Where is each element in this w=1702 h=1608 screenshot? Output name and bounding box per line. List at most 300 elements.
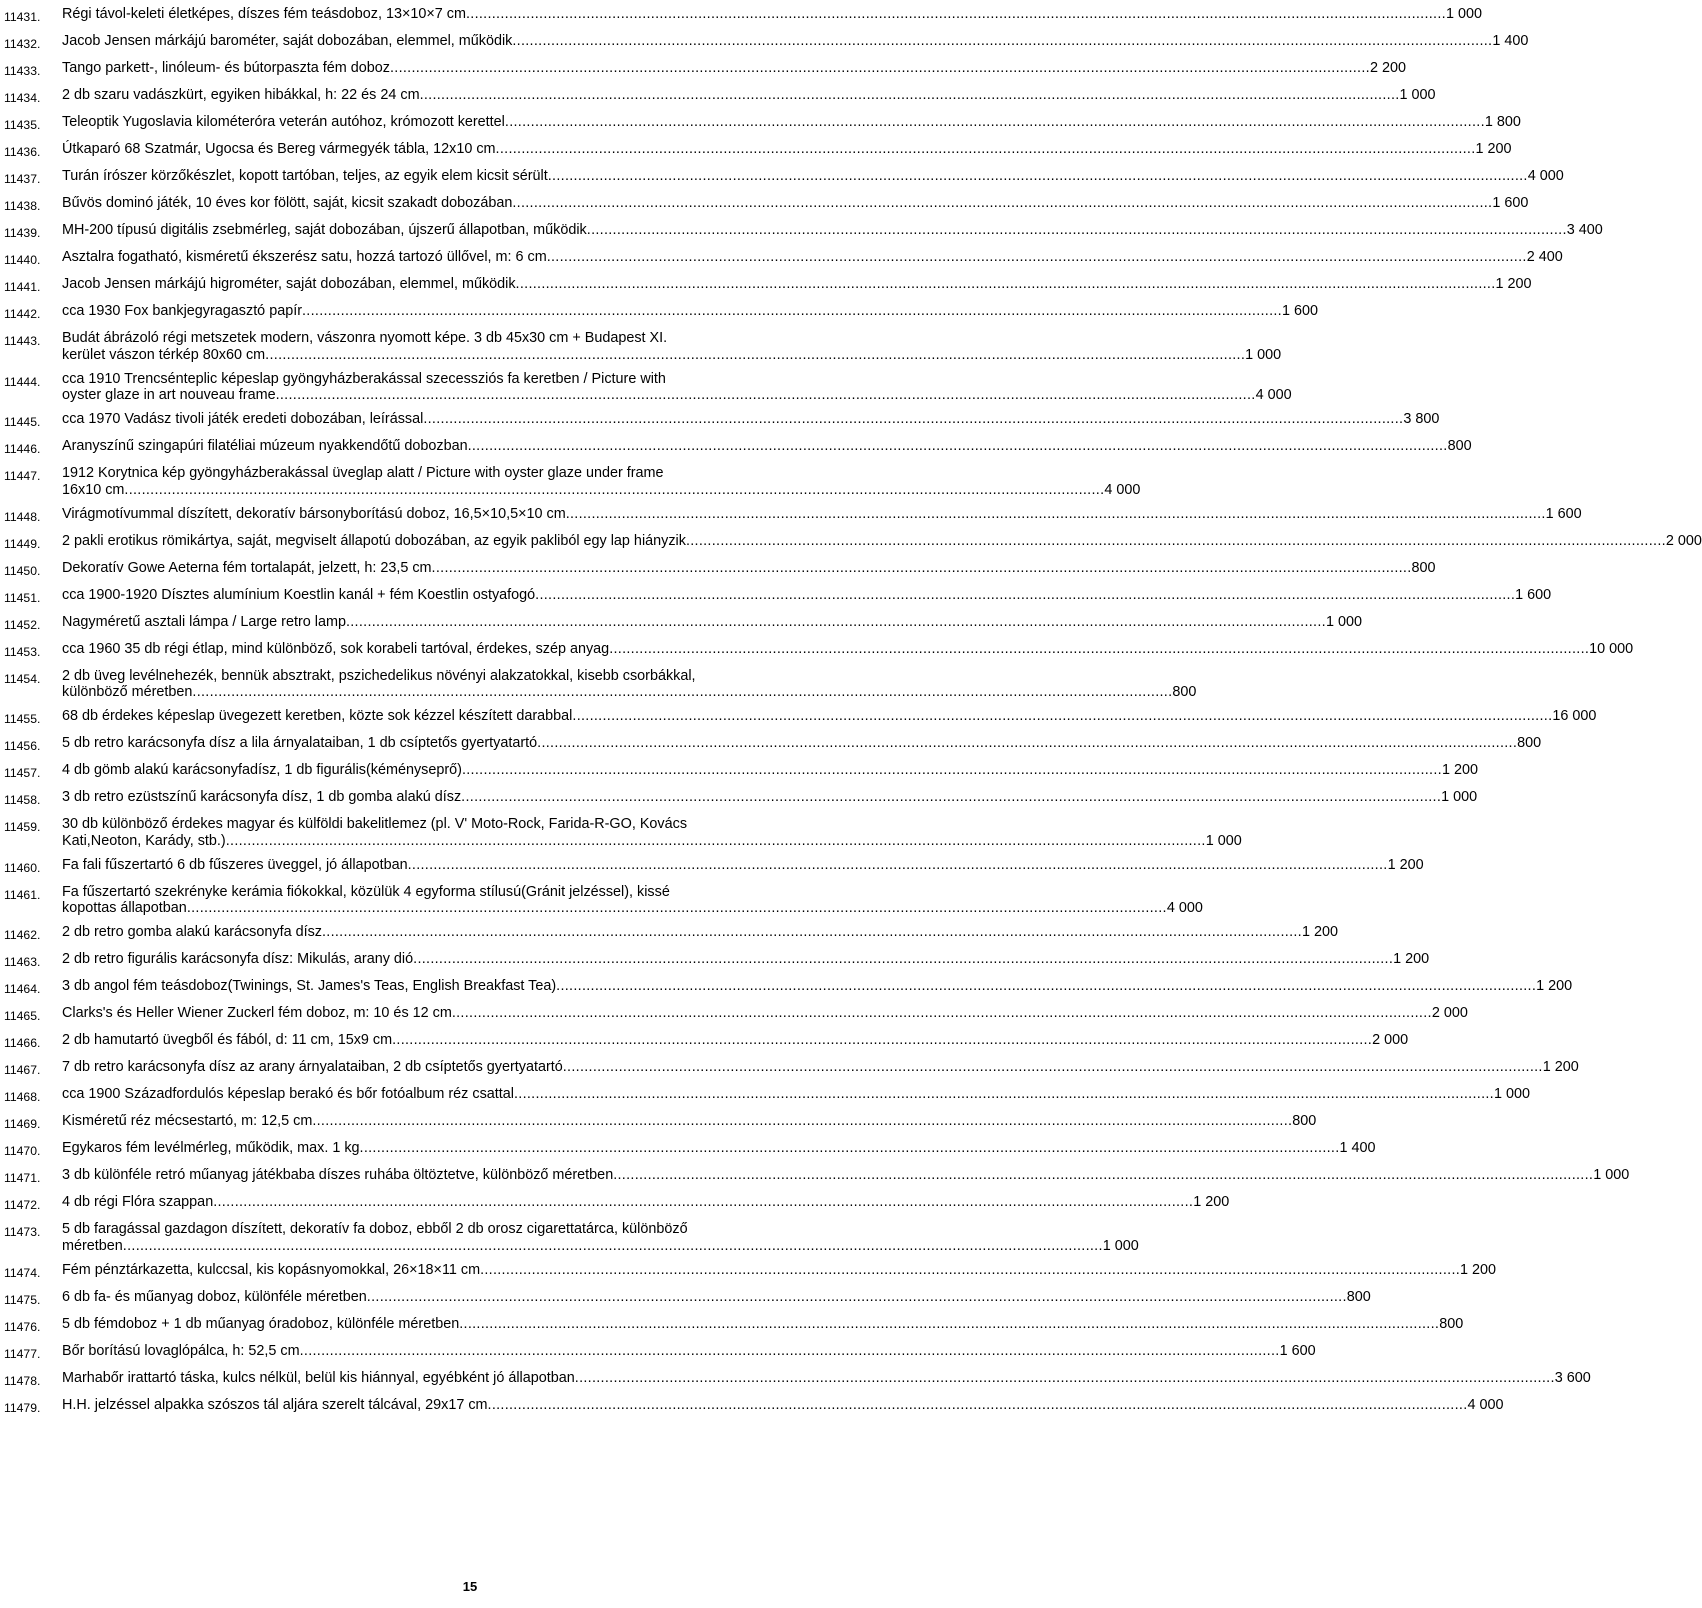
lot-description-line: Jacob Jensen márkájú higrométer, saját dobozában, elemmel, működik — [62, 276, 516, 292]
lot-item — [0, 951, 1430, 971]
lot-price: 1 600 — [1279, 1342, 1316, 1359]
lot-number: 11437. — [4, 172, 41, 186]
dot-leader — [360, 1140, 1340, 1157]
lot-description — [62, 222, 1603, 239]
lot-description-line: Turán írószer körzőkészlet, kopott tartóban, teljes, az egyik elem kicsit sérült — [62, 168, 548, 184]
lot-price: 1 000 — [1399, 87, 1436, 103]
lot-description-line: Fém pénztárkazetta, kulccsal, kis kopásnyomokkal, 26×18×11 cm — [62, 1261, 481, 1278]
lot-price: 3 400 — [1566, 222, 1603, 238]
lot-description — [62, 1342, 1316, 1360]
lot-description-line: Marhabőr irattartó táska, kulcs nélkül, belül kis hiánnyal, egyébként jó állapotban — [62, 1369, 575, 1386]
lot-description — [62, 168, 1564, 185]
lot-item — [0, 667, 1197, 701]
lot-description-line: 3 db retro ezüstszínű karácsonyfa dísz, 1 db gomba alakú dísz — [62, 789, 462, 805]
lot-description — [62, 370, 1292, 404]
lot-price: 1 000 — [1441, 789, 1478, 805]
lot-item — [0, 114, 1521, 134]
lot-description-line: 68 db érdekes képeslap üvegezett keretben, közte sok kézzel készített darabbal — [62, 708, 573, 724]
lot-description-line: 16x10 cm — [62, 481, 125, 498]
lot-number: 11436. — [4, 145, 41, 159]
lot-description — [62, 303, 1318, 320]
dot-leader — [408, 857, 1388, 874]
lot-number: 11479. — [4, 1400, 41, 1415]
lot-item — [0, 1086, 1530, 1106]
dot-leader — [466, 6, 1446, 23]
lot-price: 1 000 — [1325, 613, 1362, 630]
lot-description — [62, 1113, 1317, 1130]
lot-price: 2 200 — [1369, 60, 1406, 76]
dot-leader — [392, 1032, 1372, 1049]
lot-price: 1 200 — [1475, 141, 1512, 157]
lot-description — [62, 978, 1573, 995]
lot-description-line: cca 1930 Fox bankjegyragasztó papír — [62, 303, 302, 319]
lot-description — [62, 532, 1702, 550]
lot-price: 800 — [1346, 1288, 1371, 1305]
lot-description — [62, 816, 1242, 849]
lot-item — [0, 465, 1141, 498]
lot-number: 11472. — [4, 1198, 41, 1212]
lot-number: 11458. — [4, 793, 41, 807]
lot-number: 11476. — [4, 1319, 41, 1334]
lot-description-line: Teleoptik Yugoslavia kilométeróra veterán autóhoz, krómozott kerettel — [62, 114, 505, 130]
dot-leader — [563, 1059, 1543, 1076]
lot-description-line: Régi távol-keleti életképes, díszes fém teásdoboz, 13×10×7 cm — [62, 6, 466, 22]
lot-number: 11435. — [4, 118, 41, 132]
lot-item — [0, 168, 1564, 188]
lot-description-line: cca 1900-1920 Dísztes alumínium Koestlin kanál + fém Koestlin ostyafogó — [62, 586, 536, 603]
lot-price: 4 000 — [1166, 900, 1203, 916]
lot-price: 1 600 — [1515, 586, 1552, 603]
dot-leader — [312, 1113, 1292, 1130]
dot-leader — [535, 587, 1515, 604]
dot-leader — [566, 506, 1546, 523]
lot-item — [0, 222, 1603, 242]
lot-description — [62, 1315, 1464, 1333]
lot-item — [0, 1140, 1376, 1160]
lot-item — [0, 1288, 1371, 1309]
lot-description-line: 6 db fa- és műanyag doboz, különféle méretben — [62, 1288, 367, 1305]
dot-leader — [390, 60, 1370, 77]
lot-number: 11459. — [4, 820, 41, 834]
dot-leader — [686, 533, 1666, 550]
lot-number: 11473. — [4, 1225, 41, 1239]
lot-description-line: Fa fali fűszertartó 6 db fűszeres üveggel, jó állapotban — [62, 856, 408, 873]
dot-leader — [548, 168, 1528, 185]
lot-description-line: méretben — [62, 1237, 123, 1254]
lot-description-line: 2 db üveg levélnehezék, bennük absztrakt, pszichedelikus növényi alakzatokkal, kisebb csorbákkal, — [62, 667, 696, 684]
lot-item — [0, 1167, 1630, 1187]
lot-description — [62, 708, 1597, 725]
lot-description — [62, 1140, 1376, 1157]
lot-item — [0, 559, 1436, 580]
lot-description-line: Aranyszínű szingapúri filatéliai múzeum nyakkendőtű dobozban — [62, 438, 468, 454]
lot-description — [62, 951, 1430, 968]
lot-price: 1 400 — [1492, 33, 1529, 49]
lot-number: 11446. — [4, 442, 41, 456]
lot-item — [0, 60, 1406, 80]
lot-description-line: 4 db gömb alakú karácsonyfadísz, 1 db figurális(kéményseprő) — [62, 762, 462, 778]
lot-number: 11468. — [4, 1090, 41, 1104]
lot-description — [62, 114, 1521, 131]
lot-number: 11456. — [4, 739, 41, 753]
page-number: 15 — [462, 1579, 478, 1594]
dot-leader — [488, 1397, 1468, 1414]
lot-price: 2 000 — [1665, 532, 1702, 549]
lot-number: 11457. — [4, 766, 41, 780]
lot-item — [0, 370, 1292, 404]
lot-number: 11470. — [4, 1144, 41, 1158]
lot-price: 1 000 — [1493, 1086, 1530, 1102]
lot-price: 800 — [1439, 1315, 1464, 1332]
lot-description-line: 3 db angol fém teásdoboz(Twinings, St. James's Teas, English Breakfast Tea) — [62, 978, 557, 994]
dot-leader — [572, 708, 1552, 725]
lot-item — [0, 613, 1362, 634]
lot-description-line: 5 db fémdoboz + 1 db műanyag óradoboz, különféle méretben — [62, 1315, 460, 1332]
dot-leader — [265, 347, 1245, 364]
dot-leader — [556, 978, 1536, 995]
lot-price: 1 200 — [1393, 951, 1430, 967]
lot-number: 11439. — [4, 226, 41, 240]
lot-price: 1 000 — [1245, 346, 1282, 363]
lot-price: 4 000 — [1104, 481, 1141, 498]
dot-leader — [300, 1343, 1280, 1360]
lot-price: 2 000 — [1431, 1005, 1468, 1021]
dot-leader — [537, 735, 1517, 752]
lot-price: 1 600 — [1545, 505, 1582, 522]
lot-description — [62, 195, 1529, 212]
lot-item — [0, 1261, 1497, 1282]
lot-item — [0, 1342, 1316, 1363]
lot-description — [62, 6, 1482, 23]
lot-price: 800 — [1517, 735, 1542, 751]
lot-number: 11475. — [4, 1292, 41, 1307]
lot-description — [62, 87, 1436, 104]
lot-price: 10 000 — [1589, 640, 1634, 657]
lot-number: 11477. — [4, 1346, 41, 1361]
lot-number: 11444. — [4, 374, 41, 389]
lot-item — [0, 195, 1529, 215]
dot-leader — [468, 438, 1448, 455]
lot-number: 11438. — [4, 199, 41, 213]
lot-price: 16 000 — [1552, 708, 1597, 724]
lot-item — [0, 303, 1318, 323]
lot-number: 11433. — [4, 64, 41, 78]
lot-item — [0, 438, 1472, 458]
dot-leader — [609, 641, 1589, 658]
lot-price: 1 000 — [1593, 1167, 1630, 1183]
lot-number: 11434. — [4, 91, 41, 105]
lot-price: 800 — [1292, 1113, 1317, 1129]
lot-description-line: 1912 Korytnica kép gyöngyházberakással üveglap alatt / Picture with oyster glaze under frame — [62, 465, 664, 481]
dot-leader — [496, 141, 1476, 158]
lot-item — [0, 6, 1482, 26]
dot-leader — [480, 1262, 1460, 1279]
lot-description — [62, 640, 1634, 658]
lot-number: 11464. — [4, 982, 41, 996]
lot-description-line: H.H. jelzéssel alpakka szószos tál aljára szerelt tálcával, 29x17 cm — [62, 1396, 488, 1413]
lot-price: 1 600 — [1281, 303, 1318, 319]
lot-description-line: Bűvös dominó játék, 10 éves kor fölött, saját, kicsit szakadt dobozában — [62, 195, 513, 211]
lot-item — [0, 249, 1563, 269]
dot-leader — [226, 833, 1206, 850]
lot-description — [62, 1221, 1139, 1254]
lot-description — [62, 276, 1532, 293]
lot-description — [62, 438, 1472, 455]
dot-leader — [276, 387, 1256, 404]
lot-item — [0, 1396, 1504, 1417]
lot-number: 11448. — [4, 509, 41, 524]
lot-description-line: Nagyméretű asztali lámpa / Large retro lamp — [62, 613, 346, 630]
lot-price: 800 — [1447, 438, 1472, 454]
lot-description — [62, 1032, 1409, 1049]
dot-leader — [367, 1289, 1347, 1306]
dot-leader — [302, 303, 1282, 320]
lot-number: 11455. — [4, 712, 41, 726]
dot-leader — [423, 411, 1403, 428]
lot-description-line: Jacob Jensen márkájú barométer, saját dobozában, elemmel, működik — [62, 33, 513, 49]
lot-item — [0, 1315, 1464, 1336]
lot-description — [62, 735, 1542, 752]
dot-leader — [123, 1238, 1103, 1255]
lot-description — [62, 1086, 1530, 1103]
lot-description-line: Virágmotívummal díszített, dekoratív bársonyborítású doboz, 16,5×10,5×10 cm — [62, 505, 566, 522]
lot-description-line: oyster glaze in art nouveau frame — [62, 387, 276, 403]
lot-item — [0, 586, 1552, 607]
lot-description-line: Útkaparó 68 Szatmár, Ugocsa és Bereg vármegyék tábla, 12x10 cm — [62, 141, 496, 157]
lot-item — [0, 789, 1478, 809]
lot-price: 1 800 — [1484, 114, 1521, 130]
lot-item — [0, 1194, 1230, 1214]
dot-leader — [432, 560, 1412, 577]
lot-price: 1 600 — [1492, 195, 1529, 211]
lot-number: 11445. — [4, 415, 41, 429]
dot-leader — [587, 222, 1567, 239]
lot-item — [0, 978, 1573, 998]
lot-number: 11462. — [4, 928, 41, 942]
lot-item — [0, 1059, 1579, 1079]
lot-number: 11471. — [4, 1171, 41, 1185]
lot-item — [0, 276, 1532, 296]
dot-leader — [512, 33, 1492, 50]
lot-description-line: cca 1960 35 db régi étlap, mind különböző, sok korabeli tartóval, érdekes, szép anyag — [62, 640, 610, 657]
dot-leader — [346, 614, 1326, 631]
lot-description-line: 5 db faragással gazdagon díszített, dekoratív fa doboz, ebből 2 db orosz cigarettatárca, különböző — [62, 1221, 688, 1237]
lot-price: 4 000 — [1467, 1396, 1504, 1413]
dot-leader — [213, 1194, 1193, 1211]
lot-description — [62, 762, 1478, 779]
lot-description-line: cca 1970 Vadász tivoli játék eredeti dobozában, leírással — [62, 411, 424, 427]
lot-description — [62, 1369, 1591, 1387]
lot-description-line: 2 pakli erotikus römikártya, saját, megviselt állapotú dobozában, az egyik pakliból egy lap hiányzik — [62, 532, 686, 549]
lot-description-line: cca 1900 Századfordulós képeslap berakó és bőr fotóalbum réz csattal — [62, 1086, 514, 1102]
lot-item — [0, 883, 1203, 917]
lot-price: 1 200 — [1542, 1059, 1579, 1075]
dot-leader — [575, 1370, 1555, 1387]
lot-price: 800 — [1411, 559, 1436, 576]
lot-item — [0, 1005, 1468, 1025]
lot-description-line: 2 db szaru vadászkürt, egyiken hibákkal, h: 22 és 24 cm — [62, 87, 420, 103]
lot-description-line: Clarks's és Heller Wiener Zuckerl fém doboz, m: 10 és 12 cm — [62, 1005, 452, 1021]
lot-description — [62, 789, 1478, 806]
lot-number: 11451. — [4, 590, 41, 605]
lot-description-line: 7 db retro karácsonyfa dísz az arany árnyalataiban, 2 db csíptetős gyertyatartó — [62, 1059, 563, 1075]
lot-description-line: Kisméretű réz mécsestartó, m: 12,5 cm — [62, 1113, 313, 1129]
lot-description — [62, 1005, 1468, 1022]
lot-price: 1 200 — [1441, 762, 1478, 778]
dot-leader — [547, 249, 1527, 266]
lot-item — [0, 1221, 1139, 1254]
lot-description-line: 5 db retro karácsonyfa dísz a lila árnyalataiban, 1 db csíptetős gyertyatartó — [62, 735, 538, 751]
lot-price: 1 000 — [1205, 832, 1242, 849]
lot-price: 1 000 — [1445, 6, 1482, 22]
dot-leader — [413, 951, 1393, 968]
lot-description-line: kopottas állapotban — [62, 900, 187, 916]
lot-description — [62, 33, 1529, 50]
lot-description — [62, 559, 1436, 577]
lot-number: 11466. — [4, 1036, 41, 1050]
lot-number: 11463. — [4, 955, 41, 969]
lot-description — [62, 1288, 1371, 1306]
lot-description — [62, 613, 1362, 631]
lot-description — [62, 667, 1197, 701]
lot-price: 4 000 — [1527, 168, 1564, 184]
lot-description — [62, 141, 1512, 158]
lot-item — [0, 708, 1597, 728]
lot-item — [0, 640, 1634, 661]
dot-leader — [512, 195, 1492, 212]
lot-number: 11454. — [4, 671, 41, 686]
lot-description — [62, 1167, 1630, 1184]
dot-leader — [192, 684, 1172, 701]
lot-description-line: 2 db hamutartó üvegből és fából, d: 11 cm, 15x9 cm — [62, 1032, 393, 1048]
lot-number: 11478. — [4, 1373, 41, 1388]
lot-description-line: 2 db retro gomba alakú karácsonyfa dísz — [62, 924, 322, 940]
lot-item — [0, 1032, 1409, 1052]
lot-item — [0, 141, 1512, 161]
lot-item — [0, 856, 1424, 877]
lot-description — [62, 330, 1282, 363]
lot-description-line: Dekoratív Gowe Aeterna fém tortalapát, jelzett, h: 23,5 cm — [62, 559, 432, 576]
dot-leader — [613, 1167, 1593, 1184]
lot-description-line: Budát ábrázoló régi metszetek modern, vászonra nyomott képe. 3 db 45x30 cm + Budapest XI. — [62, 330, 668, 346]
lot-price: 1 200 — [1301, 924, 1338, 940]
lot-description — [62, 249, 1563, 266]
lot-description-line: cca 1910 Trencsénteplic képeslap gyöngyházberakással szecessziós fa keretben / Picture with — [62, 370, 666, 387]
lot-description — [62, 1059, 1579, 1076]
lot-description-line: Kati,Neoton, Karády, stb.) — [62, 832, 226, 849]
lot-item — [0, 1369, 1591, 1390]
lot-item — [0, 762, 1478, 782]
lot-number: 11442. — [4, 307, 41, 321]
lot-number: 11453. — [4, 644, 41, 659]
lot-number: 11447. — [4, 469, 41, 483]
lot-item — [0, 33, 1529, 53]
lot-description-line: kerület vászon térkép 80x60 cm — [62, 346, 266, 363]
lot-item — [0, 735, 1542, 755]
dot-leader — [420, 87, 1400, 104]
lot-price: 2 000 — [1372, 1032, 1409, 1048]
dot-leader — [124, 482, 1104, 499]
lot-item — [0, 532, 1702, 553]
dot-leader — [505, 114, 1485, 131]
dot-leader — [322, 924, 1302, 941]
lot-description-line: Bőr borítású lovaglópálca, h: 52,5 cm — [62, 1342, 300, 1359]
lot-description — [62, 465, 1141, 498]
lot-description — [62, 1396, 1504, 1414]
lot-description-line: Asztalra fogatható, kisméretű ékszerész satu, hozzá tartozó üllővel, m: 6 cm — [62, 249, 547, 265]
lot-price: 1 200 — [1387, 856, 1424, 873]
lot-number: 11474. — [4, 1265, 41, 1280]
lot-number: 11469. — [4, 1117, 41, 1131]
lot-price: 1 200 — [1536, 978, 1573, 994]
lot-number: 11440. — [4, 253, 41, 267]
lot-description — [62, 586, 1552, 604]
lot-list — [0, 6, 1702, 1424]
lot-item — [0, 505, 1582, 526]
lot-item — [0, 924, 1338, 944]
lot-price: 1 200 — [1460, 1261, 1497, 1278]
lot-description — [62, 60, 1406, 77]
dot-leader — [187, 900, 1167, 917]
lot-price: 3 600 — [1554, 1369, 1591, 1386]
dot-leader — [462, 762, 1442, 779]
lot-description-line: 3 db különféle retró műanyag játékbaba díszes ruhába öltöztetve, különböző méretben — [62, 1167, 614, 1183]
lot-number: 11461. — [4, 887, 41, 902]
dot-leader — [459, 1316, 1439, 1333]
lot-price: 800 — [1172, 684, 1197, 700]
lot-description — [62, 924, 1338, 941]
lot-item — [0, 1113, 1317, 1133]
lot-description — [62, 411, 1440, 428]
dot-leader — [514, 1086, 1494, 1103]
lot-price: 1 400 — [1339, 1140, 1376, 1156]
dot-leader — [452, 1005, 1432, 1022]
lot-item — [0, 816, 1242, 849]
lot-description-line: Egykaros fém levélmérleg, működik, max. 1 kg — [62, 1140, 360, 1156]
lot-item — [0, 411, 1440, 431]
lot-number: 11465. — [4, 1009, 41, 1023]
lot-description — [62, 505, 1582, 523]
lot-description-line: MH-200 típusú digitális zsebmérleg, saját dobozában, újszerű állapotban, működik — [62, 222, 587, 238]
lot-price: 1 000 — [1102, 1237, 1139, 1254]
dot-leader — [516, 276, 1496, 293]
lot-price: 1 200 — [1193, 1194, 1230, 1210]
lot-number: 11460. — [4, 860, 41, 875]
lot-description-line: Fa fűszertartó szekrényke kerámia fiókokkal, közülük 4 egyforma stílusú(Gránit jelzéssel), kissé — [62, 883, 670, 900]
lot-description — [62, 883, 1203, 917]
lot-description — [62, 856, 1424, 874]
lot-description — [62, 1194, 1230, 1211]
lot-price: 3 800 — [1403, 411, 1440, 427]
lot-description — [62, 1261, 1497, 1279]
lot-number: 11452. — [4, 617, 41, 632]
lot-item — [0, 330, 1282, 363]
lot-number: 11432. — [4, 37, 41, 51]
lot-description-line: Tango parkett-, linóleum- és bútorpaszta fém doboz — [62, 60, 390, 76]
lot-description-line: 2 db retro figurális karácsonyfa dísz: Mikulás, arany dió — [62, 951, 414, 967]
lot-description-line: 30 db különböző érdekes magyar és külföldi bakelitlemez (pl. V' Moto-Rock, Farida-R-GO, Kovács — [62, 816, 688, 832]
lot-number: 11441. — [4, 280, 41, 294]
lot-number: 11450. — [4, 563, 41, 578]
lot-price: 4 000 — [1255, 387, 1292, 403]
lot-description-line: különböző méretben — [62, 684, 193, 700]
lot-item — [0, 87, 1436, 107]
lot-price: 2 400 — [1526, 249, 1563, 265]
lot-number: 11467. — [4, 1063, 41, 1077]
lot-number: 11443. — [4, 334, 41, 348]
lot-description-line: 4 db régi Flóra szappan — [62, 1194, 214, 1210]
dot-leader — [461, 789, 1441, 806]
